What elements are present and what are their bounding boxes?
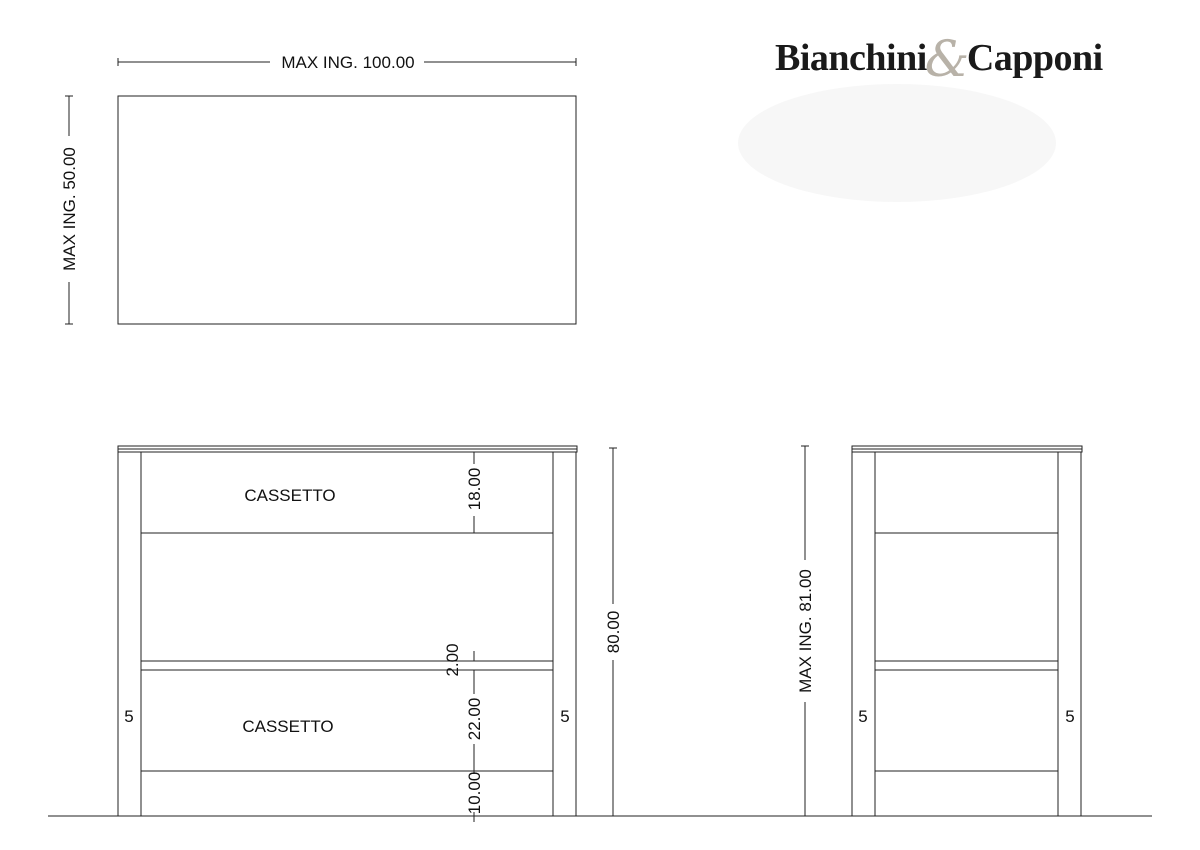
front-drawer-bottom-label: CASSETTO: [242, 717, 334, 736]
front-leg-left-label: 5: [124, 707, 134, 726]
brand-logo: Bianchini&Capponi: [775, 30, 1103, 88]
front-view: [118, 446, 623, 822]
plan-depth-dimension: [60, 96, 79, 324]
side-view: [796, 446, 1082, 816]
plan-width-dimension: [118, 53, 576, 72]
side-height-label: MAX ING. 81.00: [796, 569, 815, 693]
front-leg-right-label: 5: [560, 707, 570, 726]
dim-shelf-label: 2.00: [443, 643, 462, 677]
side-height-dimension: [796, 446, 815, 816]
side-leg-left-label: 5: [858, 707, 868, 726]
plan-view: [60, 53, 576, 324]
side-leg-left: [852, 452, 875, 816]
side-leg-right-label: 5: [1065, 707, 1075, 726]
front-leg-right: [553, 452, 576, 816]
front-leg-left: [118, 452, 141, 816]
plan-depth-label: MAX ING. 50.00: [60, 147, 79, 271]
plan-width-label: MAX ING. 100.00: [281, 53, 415, 72]
dim-bottom-gap-label: 10.00: [465, 771, 484, 815]
dim-bottom-drawer-label: 22.00: [465, 697, 484, 741]
plan-outline: [118, 96, 576, 324]
dim-top-drawer-label: 18.00: [465, 467, 484, 511]
front-internal-dimensions: [443, 452, 484, 822]
side-leg-right: [1058, 452, 1081, 816]
dim-total-height-label: 80.00: [604, 610, 623, 654]
front-height-dimension: [604, 448, 623, 816]
front-drawer-top-label: CASSETTO: [244, 486, 336, 505]
